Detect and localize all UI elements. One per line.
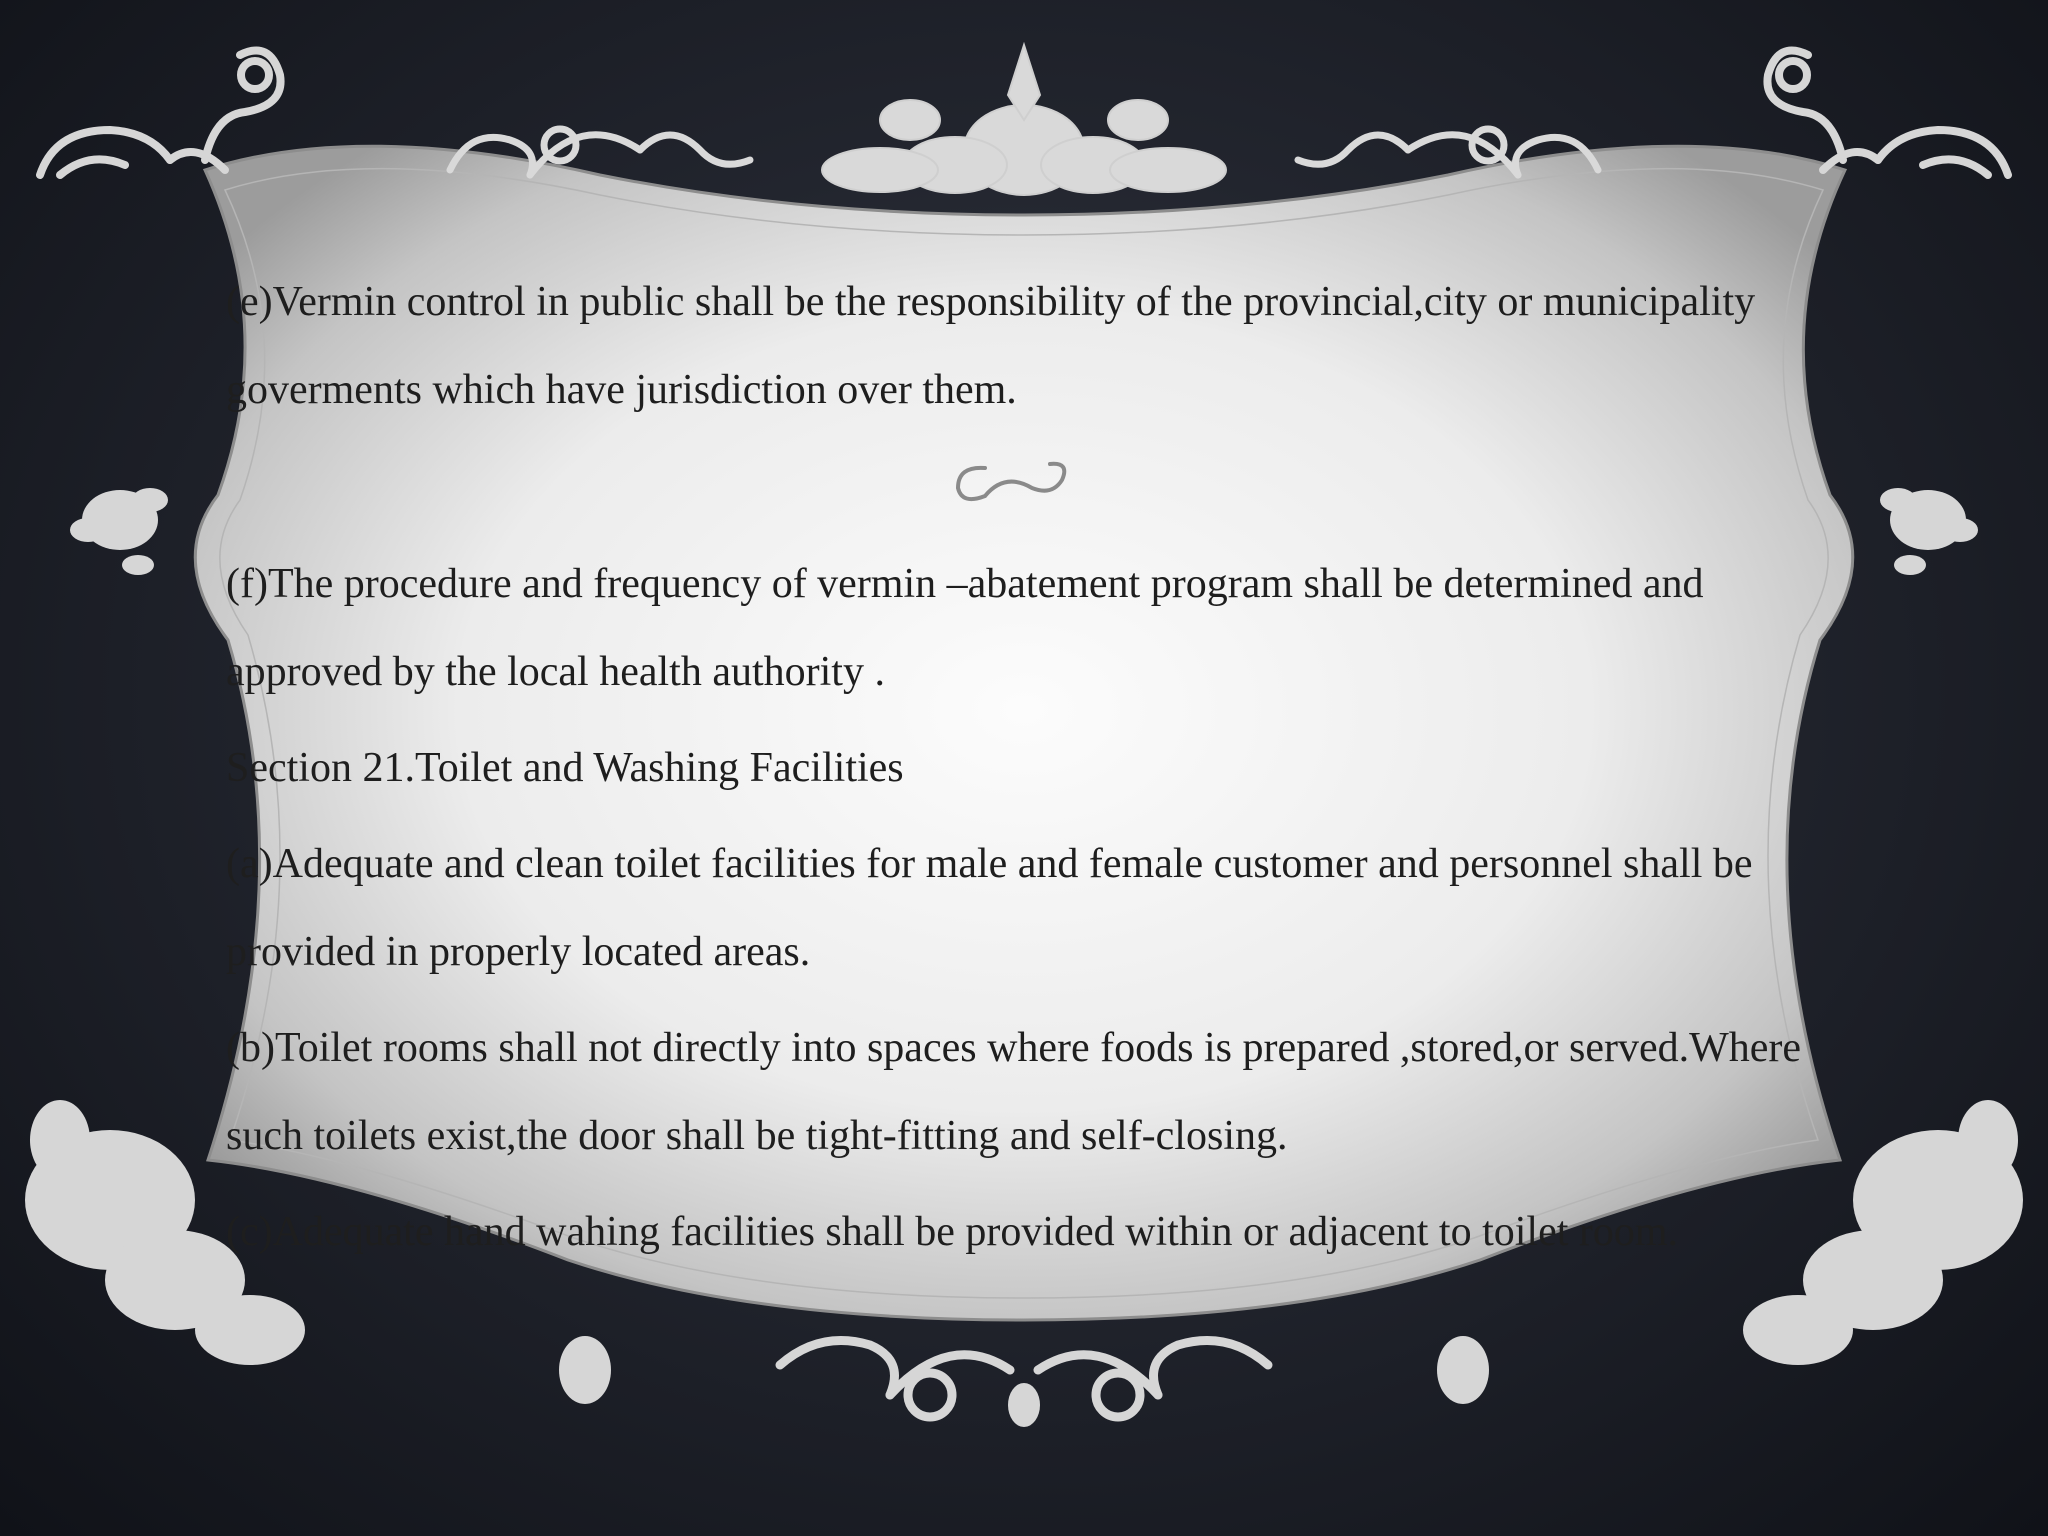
content-block-top — [226, 258, 1866, 434]
paragraph-b: (b)Toilet rooms shall not directly into spaces where foods is prepared ,stored,or served.Where such toilets exist,the door shall be tight-fitting and self-closing. — [226, 1025, 1802, 1159]
paragraph-c: (c)Adequate hand wahing facilities shall be provided within or adjacent to toilet room. — [226, 1209, 1679, 1255]
paragraph-a: (a)Adequate and clean toilet facilities for male and female customer and personnel shall be provided in properly located areas. — [226, 841, 1753, 975]
paragraph-e: (e)Vermin control in public shall be the responsibility of the provincial,city or municipality goverments which have jurisdiction over them. — [226, 279, 1756, 413]
side-ornament-left — [70, 488, 168, 575]
top-ornament — [822, 45, 1226, 195]
bottom-side-ornaments — [559, 1336, 1489, 1427]
content-block-main — [226, 540, 1866, 1276]
side-ornament-right — [1880, 488, 1978, 575]
corner-flourish-top-left — [40, 51, 281, 176]
paragraph-f: (f)The procedure and frequency of vermin –abatement program shall be determined and approved by the local health authority . — [226, 561, 1704, 695]
corner-flourish-top-right — [1767, 51, 2008, 176]
section-heading: Section 21.Toilet and Washing Facilities — [226, 745, 904, 791]
